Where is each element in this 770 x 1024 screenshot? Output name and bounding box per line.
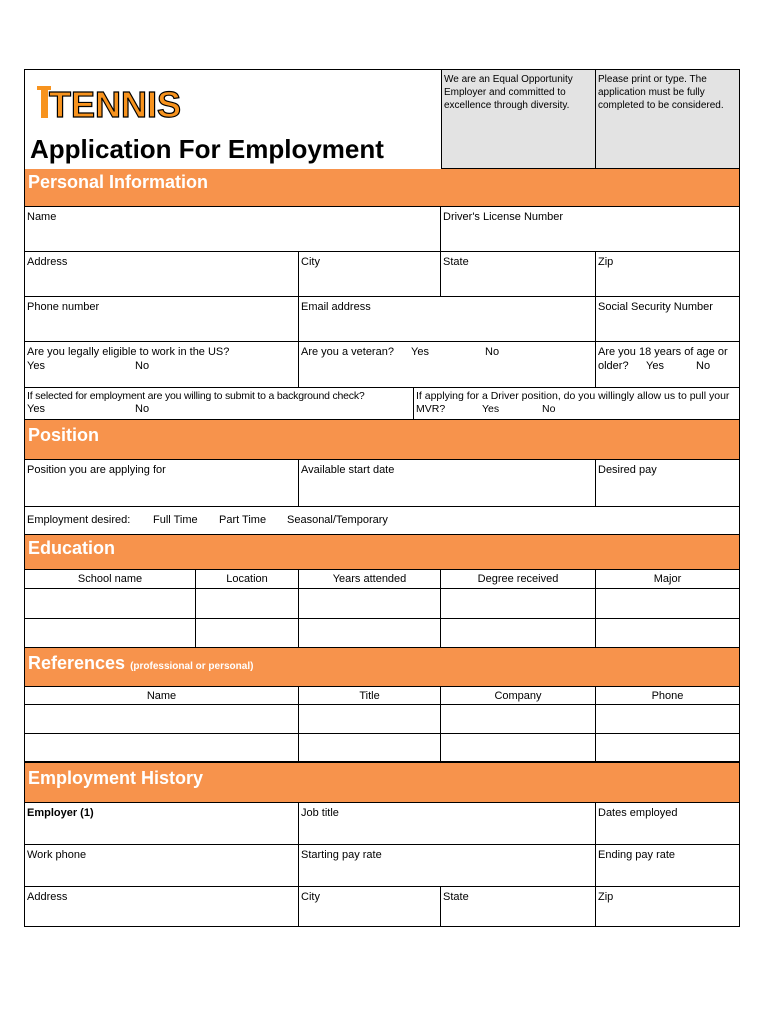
education-row-2-location[interactable] (196, 619, 299, 648)
education-row-2-school[interactable] (25, 619, 196, 648)
section-title: References (28, 653, 126, 673)
reference-row-1-phone[interactable] (596, 705, 739, 734)
employer-field[interactable] (25, 803, 299, 845)
job-title-label: Job title (301, 807, 339, 819)
employer-label: Employer (1) (27, 807, 94, 819)
section-title: Personal Information (28, 172, 209, 192)
header-area (25, 70, 441, 169)
mvr-field[interactable] (414, 388, 739, 420)
veteran-no[interactable]: No (485, 346, 500, 358)
section-education (25, 534, 739, 570)
section-title: Employment History (28, 768, 204, 788)
age-question: Are you 18 years of age or older? (598, 346, 728, 372)
education-row-2-degree[interactable] (441, 619, 596, 648)
reference-row-2-title[interactable] (299, 734, 441, 762)
age-field[interactable] (596, 342, 739, 388)
education-col-school: School name (25, 570, 196, 589)
education-row-1-degree[interactable] (441, 589, 596, 619)
tennis-logo (35, 78, 215, 122)
education-row-2-major[interactable] (596, 619, 739, 648)
logo-text: TENNIS (49, 84, 182, 122)
references-note: (professional or personal) (130, 661, 254, 672)
phone-field[interactable] (25, 297, 299, 342)
application-form (24, 69, 740, 927)
education-row-1-school[interactable] (25, 589, 196, 619)
section-title: Position (28, 425, 99, 445)
address-label: Address (27, 256, 68, 268)
mvr-question: If applying for a Driver position, do you willingly allow us to pull your MVR? (416, 390, 730, 415)
employment-desired-label: Employment desired: (27, 514, 131, 526)
work-phone-field[interactable] (25, 845, 299, 887)
reference-row-1-company[interactable] (441, 705, 596, 734)
age-yes[interactable]: Yes (646, 360, 664, 372)
education-row-1-location[interactable] (196, 589, 299, 619)
work-phone-label: Work phone (27, 849, 87, 861)
education-row-2-years[interactable] (299, 619, 441, 648)
zip-field[interactable] (596, 252, 739, 297)
mvr-yes[interactable]: Yes (482, 403, 500, 415)
ssn-label: Social Security Number (598, 301, 713, 313)
dates-employed-label: Dates employed (598, 807, 678, 819)
eligibility-question: Are you legally eligible to work in the US? (27, 346, 230, 358)
name-field[interactable] (25, 207, 441, 252)
section-references (25, 648, 739, 687)
age-no[interactable]: No (696, 360, 711, 372)
employer-state-field[interactable] (441, 887, 596, 926)
dates-employed-field[interactable] (596, 803, 739, 845)
employment-desired-row[interactable] (25, 507, 739, 534)
ending-pay-label: Ending pay rate (598, 849, 676, 861)
job-title-field[interactable] (299, 803, 596, 845)
employer-state-label: State (443, 891, 469, 903)
full-time-option[interactable]: Full Time (153, 514, 198, 526)
employer-address-label: Address (27, 891, 68, 903)
city-field[interactable] (299, 252, 441, 297)
drivers-license-field[interactable] (441, 207, 739, 252)
references-col-phone: Phone (596, 687, 739, 705)
name-label: Name (27, 211, 57, 223)
page-title: Application For Employment (30, 134, 384, 164)
reference-row-2-name[interactable] (25, 734, 299, 762)
references-col-name: Name (25, 687, 299, 705)
desired-pay-label: Desired pay (598, 464, 657, 476)
drivers-license-label: Driver's License Number (443, 211, 564, 223)
veteran-field[interactable] (299, 342, 596, 388)
position-applying-field[interactable] (25, 460, 299, 507)
address-field[interactable] (25, 252, 299, 297)
reference-row-2-company[interactable] (441, 734, 596, 762)
education-col-major: Major (596, 570, 739, 589)
references-col-company: Company (441, 687, 596, 705)
starting-pay-field[interactable] (299, 845, 596, 887)
education-col-years: Years attended (299, 570, 441, 589)
section-position (25, 420, 739, 460)
ssn-field[interactable] (596, 297, 739, 342)
employer-zip-label: Zip (598, 891, 614, 903)
reference-row-1-title[interactable] (299, 705, 441, 734)
eligibility-no[interactable]: No (135, 360, 150, 372)
references-col-title: Title (299, 687, 441, 705)
education-row-1-years[interactable] (299, 589, 441, 619)
employer-city-label: City (301, 891, 320, 903)
zip-label: Zip (598, 256, 614, 268)
veteran-yes[interactable]: Yes (411, 346, 429, 358)
employer-zip-field[interactable] (596, 887, 739, 926)
background-check-question: If selected for employment are you willing to submit to a background check? (27, 390, 365, 402)
employer-city-field[interactable] (299, 887, 441, 926)
section-employment-history (25, 762, 739, 803)
starting-pay-label: Starting pay rate (301, 849, 382, 861)
phone-label: Phone number (27, 301, 100, 313)
position-applying-label: Position you are applying for (27, 464, 166, 476)
state-label: State (443, 256, 469, 268)
employer-address-field[interactable] (25, 887, 299, 926)
print-note: Please print or type. The application must be fully completed to be considered. (596, 70, 739, 169)
email-label: Email address (301, 301, 371, 313)
email-field[interactable] (299, 297, 596, 342)
education-col-location: Location (196, 570, 299, 589)
city-label: City (301, 256, 320, 268)
state-field[interactable] (441, 252, 596, 297)
eligibility-field[interactable] (25, 342, 299, 388)
background-check-no[interactable]: No (135, 403, 150, 415)
eeo-note: We are an Equal Opportunity Employer and committed to excellence through diversity. (441, 70, 596, 169)
ending-pay-field[interactable] (596, 845, 739, 887)
education-col-degree: Degree received (441, 570, 596, 589)
desired-pay-field[interactable] (596, 460, 739, 507)
seasonal-option[interactable]: Seasonal/Temporary (287, 514, 388, 526)
start-date-field[interactable] (299, 460, 596, 507)
section-personal-information (25, 169, 739, 207)
mvr-no[interactable]: No (542, 403, 556, 415)
section-title: Education (28, 538, 116, 558)
veteran-question: Are you a veteran? (301, 346, 394, 358)
start-date-label: Available start date (301, 464, 395, 476)
reference-row-2-phone[interactable] (596, 734, 739, 762)
eligibility-yes[interactable]: Yes (27, 360, 45, 372)
reference-row-1-name[interactable] (25, 705, 299, 734)
education-row-1-major[interactable] (596, 589, 739, 619)
background-check-field[interactable] (25, 388, 414, 420)
part-time-option[interactable]: Part Time (219, 514, 267, 526)
background-check-yes[interactable]: Yes (27, 403, 45, 415)
